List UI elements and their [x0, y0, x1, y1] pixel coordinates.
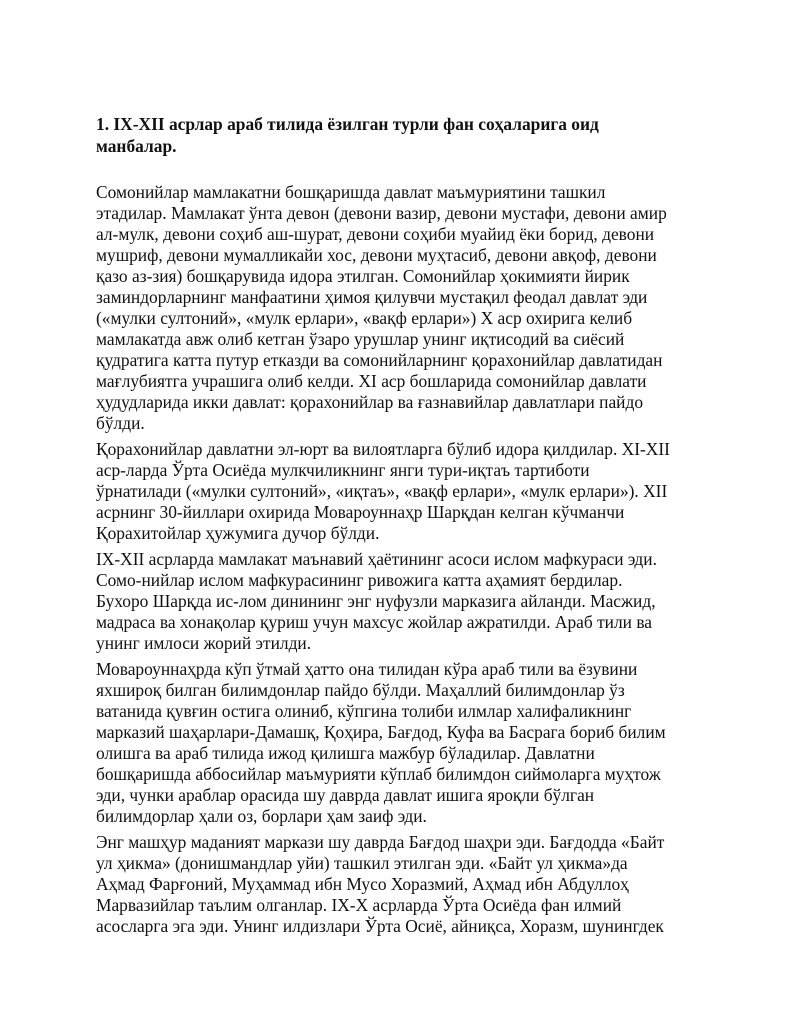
- text-line: олишга ва араб тилида ижод қилишга мажбур бўладилар. Давлатни: [96, 743, 595, 763]
- text-line: Аҳмад Фарғоний, Муҳаммад ибн Мусо Хоразмий, Аҳмад ибн Абдуллоҳ: [96, 874, 629, 894]
- text-line: Қорахонийлар давлатни эл-юрт ва вилоятларга бўлиб идора қилдилар. XI-XII: [96, 439, 670, 459]
- text-line: мушриф, девони мумалликайи хос, девони муҳтасиб, девони авқоф, девони: [96, 245, 657, 265]
- text-line: ватанида қувғин остига олиниб, кўпгина толиби илмлар халифаликнинг: [96, 701, 632, 721]
- text-line: («мулки султоний», «мулк ерлари», «вақф ерлари») X аср охирига келиб: [96, 308, 633, 328]
- document-body: [96, 182, 711, 942]
- text-line: ул ҳикма» (донишмандлар уйи) ташкил этилган эди. «Байт ул ҳикма»да: [96, 853, 628, 873]
- text-line: бўлди.: [96, 413, 145, 433]
- text-line: Мовароуннаҳрда кўп ўтмай ҳатто она тилидан кўра араб тили ва ёзувини: [96, 659, 638, 679]
- paragraph-4: [96, 659, 711, 827]
- text-line: IX-XII асрларда мамлакат маънавий ҳаётининг асоси ислом мафкураси эди.: [96, 549, 657, 569]
- text-line: Қорахитойлар ҳужумига дучор бўлди.: [96, 523, 380, 543]
- text-line: Энг машҳур маданият маркази шу даврда Бағдод шаҳри эди. Бағдодда «Байт: [96, 832, 665, 852]
- text-line: ҳудудларида икки давлат: қорахонийлар ва ғазнавийлар давлатлари пайдо: [96, 392, 644, 412]
- text-line: мамлакатда авж олиб кетган ўзаро урушлар унинг иқтисодий ва сиёсий: [96, 329, 625, 349]
- text-line: Сомо-нийлар ислом мафкурасининг ривожига катта аҳамият бердилар.: [96, 570, 623, 590]
- text-line: Бухоро Шарқда ис-лом динининг энг нуфузли марказига айланди. Масжид,: [96, 591, 656, 611]
- text-line: марказий шаҳарлари-Дамашқ, Қоҳира, Бағдод, Куфа ва Басрага бориб билим: [96, 722, 666, 742]
- text-line: эди, чунки араблар орасида шу даврда давлат ишига яроқли бўлган: [96, 785, 595, 805]
- paragraph-5: [96, 832, 711, 937]
- text-line: Сомонийлар мамлакатни бошқаришда давлат маъмуриятини ташкил: [96, 182, 606, 202]
- text-line: мағлубиятга учрашига олиб келди. XI аср бошларида сомонийлар давлати: [96, 371, 647, 391]
- text-line: асосларга эга эди. Унинг илдизлари Ўрта Осиё, айниқса, Хоразм, шунингдек: [96, 916, 664, 936]
- heading-line: манбалар.: [96, 136, 177, 156]
- text-line: қудратига катта путур етказди ва сомонийларнинг қорахонийлар давлатидан: [96, 350, 663, 370]
- text-line: мадраса ва хонақолар қуриш учун махсус жойлар ажратилди. Араб тили ва: [96, 612, 653, 632]
- text-line: қазо аз-зия) бошқарувида идора этилган. Сомонийлар ҳокимияти йирик: [96, 266, 630, 286]
- text-line: бошқаришда аббосийлар маъмурияти кўплаб билимдон сиймоларга муҳтож: [96, 764, 661, 784]
- text-line: заминдорларнинг манфаатини ҳимоя қилувчи мустақил феодал давлат эди: [96, 287, 648, 307]
- section-heading: [96, 113, 716, 157]
- text-line: асрнинг 30-йиллари охирида Мовароуннаҳр Шарқдан келган кўчманчи: [96, 502, 625, 522]
- paragraph-3: [96, 549, 711, 654]
- text-line: унинг имлоси жорий этилди.: [96, 633, 312, 653]
- paragraph-1: [96, 182, 711, 434]
- text-line: билимдорлар ҳали оз, борлари ҳам заиф эди.: [96, 806, 427, 826]
- paragraph-2: [96, 439, 711, 544]
- text-line: этадилар. Мамлакат ўнта девон (девони вазир, девони мустафи, девони амир: [96, 203, 667, 223]
- text-line: Марвазийлар таълим олганлар. IX-X асрларда Ўрта Осиёда фан илмий: [96, 895, 622, 915]
- text-line: ал-мулк, девони соҳиб аш-шурат, девони соҳиби муайид ёки борид, девони: [96, 224, 655, 244]
- text-line: яхшироқ билган билимдонлар пайдо бўлди. Маҳаллий билимдонлар ўз: [96, 680, 625, 700]
- heading-line: 1. IX-XII асрлар араб тилида ёзилган турли фан соҳаларига оид: [96, 114, 599, 134]
- text-line: ўрнатилади («мулки султоний», «иқтаъ», «вақф ерлари», «мулк ерлари»). XII: [96, 481, 668, 501]
- text-line: аср-ларда Ўрта Осиёда мулкчиликнинг янги тури-иқтаъ тартиботи: [96, 460, 590, 480]
